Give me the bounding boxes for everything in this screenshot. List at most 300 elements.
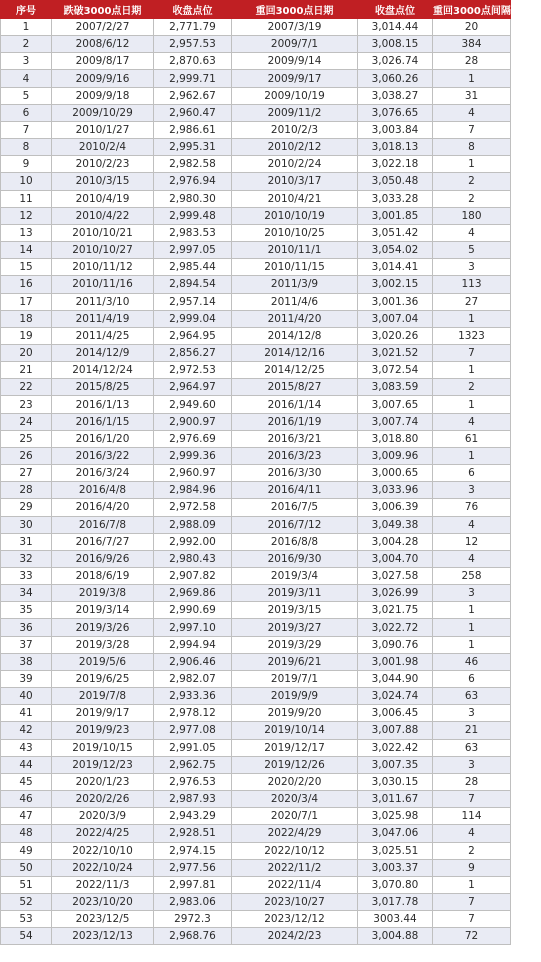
table-row <box>1 224 511 241</box>
table-row <box>1 482 511 499</box>
cell-index: 3 <box>1 53 52 70</box>
cell-interval-days: 2 <box>433 842 511 859</box>
cell-break-close: 2,928.51 <box>154 825 232 842</box>
cell-break-date: 2022/10/24 <box>52 859 154 876</box>
table-row <box>1 876 511 893</box>
table-row <box>1 688 511 705</box>
cell-return-close: 3,083.59 <box>358 379 433 396</box>
table-row <box>1 808 511 825</box>
table-row <box>1 293 511 310</box>
cell-return-close: 3,014.44 <box>358 19 433 36</box>
cell-return-date: 2010/10/25 <box>232 224 358 241</box>
cell-return-date: 2009/10/19 <box>232 87 358 104</box>
cell-return-close: 3,006.39 <box>358 499 433 516</box>
cell-break-date: 2016/1/20 <box>52 430 154 447</box>
cell-index: 44 <box>1 756 52 773</box>
cell-interval-days: 7 <box>433 121 511 138</box>
cell-return-date: 2014/12/8 <box>232 327 358 344</box>
cell-interval-days: 7 <box>433 911 511 928</box>
cell-interval-days: 7 <box>433 344 511 361</box>
cell-index: 13 <box>1 224 52 241</box>
cell-return-date: 2022/11/4 <box>232 876 358 893</box>
cell-index: 11 <box>1 190 52 207</box>
cell-return-date: 2016/3/21 <box>232 430 358 447</box>
cell-return-date: 2022/10/12 <box>232 842 358 859</box>
cell-break-date: 2010/11/12 <box>52 259 154 276</box>
cell-interval-days: 31 <box>433 87 511 104</box>
cell-interval-days: 72 <box>433 928 511 945</box>
cell-interval-days: 28 <box>433 53 511 70</box>
cell-return-close: 3,008.15 <box>358 36 433 53</box>
cell-break-date: 2014/12/9 <box>52 344 154 361</box>
cell-index: 21 <box>1 362 52 379</box>
cell-return-date: 2019/3/27 <box>232 619 358 636</box>
cell-interval-days: 7 <box>433 893 511 910</box>
cell-interval-days: 4 <box>433 224 511 241</box>
cell-return-date: 2009/9/14 <box>232 53 358 70</box>
cell-break-close: 2,990.69 <box>154 602 232 619</box>
cell-return-date: 2022/11/2 <box>232 859 358 876</box>
cell-index: 52 <box>1 893 52 910</box>
cell-return-close: 3,051.42 <box>358 224 433 241</box>
cell-index: 28 <box>1 482 52 499</box>
cell-return-date: 2010/2/12 <box>232 139 358 156</box>
cell-index: 23 <box>1 396 52 413</box>
cell-break-close: 2,982.07 <box>154 670 232 687</box>
cell-interval-days: 27 <box>433 293 511 310</box>
cell-return-close: 3,020.26 <box>358 327 433 344</box>
cell-return-date: 2020/7/1 <box>232 808 358 825</box>
cell-return-close: 3,014.41 <box>358 259 433 276</box>
cell-return-date: 2024/2/23 <box>232 928 358 945</box>
cell-break-close: 2,964.97 <box>154 379 232 396</box>
cell-break-close: 2,976.94 <box>154 173 232 190</box>
cell-interval-days: 7 <box>433 791 511 808</box>
cell-return-date: 2010/10/19 <box>232 207 358 224</box>
cell-return-date: 2016/7/12 <box>232 516 358 533</box>
cell-break-date: 2019/9/23 <box>52 722 154 739</box>
cell-return-close: 3,001.98 <box>358 653 433 670</box>
cell-interval-days: 2 <box>433 173 511 190</box>
table-row <box>1 70 511 87</box>
cell-break-close: 2,999.71 <box>154 70 232 87</box>
table-row <box>1 533 511 550</box>
cell-index: 32 <box>1 550 52 567</box>
cell-break-close: 2,997.81 <box>154 876 232 893</box>
cell-return-date: 2007/3/19 <box>232 19 358 36</box>
cell-return-date: 2019/7/1 <box>232 670 358 687</box>
cell-break-date: 2023/12/5 <box>52 911 154 928</box>
table-row <box>1 430 511 447</box>
cell-interval-days: 4 <box>433 413 511 430</box>
cell-return-close: 3,017.78 <box>358 893 433 910</box>
cell-break-close: 2,999.36 <box>154 447 232 464</box>
cell-return-close: 3,003.84 <box>358 121 433 138</box>
cell-return-close: 3,006.45 <box>358 705 433 722</box>
cell-return-close: 3,000.65 <box>358 465 433 482</box>
table-row <box>1 104 511 121</box>
cell-break-close: 2,995.31 <box>154 139 232 156</box>
cell-break-close: 2,977.56 <box>154 859 232 876</box>
table-row <box>1 739 511 756</box>
cell-return-date: 2010/2/3 <box>232 121 358 138</box>
cell-interval-days: 4 <box>433 550 511 567</box>
table-row <box>1 568 511 585</box>
cell-interval-days: 12 <box>433 533 511 550</box>
cell-return-close: 3,050.48 <box>358 173 433 190</box>
cell-index: 10 <box>1 173 52 190</box>
cell-index: 33 <box>1 568 52 585</box>
cell-return-close: 3,026.74 <box>358 53 433 70</box>
cell-interval-days: 3 <box>433 482 511 499</box>
cell-break-date: 2009/9/18 <box>52 87 154 104</box>
table-row <box>1 310 511 327</box>
cell-index: 6 <box>1 104 52 121</box>
cell-return-date: 2010/11/1 <box>232 242 358 259</box>
cell-break-date: 2016/9/26 <box>52 550 154 567</box>
table-row <box>1 585 511 602</box>
cell-break-close: 2,900.97 <box>154 413 232 430</box>
cell-return-close: 3,021.75 <box>358 602 433 619</box>
cell-interval-days: 1 <box>433 876 511 893</box>
cell-return-close: 3,001.85 <box>358 207 433 224</box>
cell-return-date: 2019/9/9 <box>232 688 358 705</box>
table-row <box>1 207 511 224</box>
table-body <box>1 19 511 945</box>
table-row <box>1 156 511 173</box>
cell-break-close: 2,976.69 <box>154 430 232 447</box>
header-break-close: 收盘点位 <box>154 1 232 19</box>
cell-index: 19 <box>1 327 52 344</box>
cell-return-date: 2010/2/24 <box>232 156 358 173</box>
cell-interval-days: 6 <box>433 465 511 482</box>
cell-break-close: 2,960.47 <box>154 104 232 121</box>
cell-index: 49 <box>1 842 52 859</box>
cell-return-date: 2011/3/9 <box>232 276 358 293</box>
cell-break-date: 2009/9/16 <box>52 70 154 87</box>
cell-return-date: 2019/3/11 <box>232 585 358 602</box>
cell-interval-days: 28 <box>433 773 511 790</box>
cell-return-close: 3,004.88 <box>358 928 433 945</box>
table-row <box>1 550 511 567</box>
cell-break-date: 2010/10/21 <box>52 224 154 241</box>
cell-return-date: 2019/9/20 <box>232 705 358 722</box>
cell-break-date: 2010/10/27 <box>52 242 154 259</box>
cell-index: 22 <box>1 379 52 396</box>
cell-break-date: 2019/6/25 <box>52 670 154 687</box>
cell-index: 47 <box>1 808 52 825</box>
table-row <box>1 87 511 104</box>
cell-break-date: 2016/4/20 <box>52 499 154 516</box>
cell-interval-days: 3 <box>433 705 511 722</box>
cell-return-close: 3,049.38 <box>358 516 433 533</box>
header-row <box>1 1 511 19</box>
cell-index: 16 <box>1 276 52 293</box>
cell-return-close: 3,018.80 <box>358 430 433 447</box>
cell-interval-days: 8 <box>433 139 511 156</box>
cell-interval-days: 63 <box>433 688 511 705</box>
cell-return-close: 3,018.13 <box>358 139 433 156</box>
cell-break-close: 2,771.79 <box>154 19 232 36</box>
cell-interval-days: 114 <box>433 808 511 825</box>
cell-interval-days: 1 <box>433 362 511 379</box>
cell-interval-days: 180 <box>433 207 511 224</box>
cell-break-close: 2,906.46 <box>154 653 232 670</box>
cell-interval-days: 5 <box>433 242 511 259</box>
cell-return-date: 2023/12/12 <box>232 911 358 928</box>
cell-return-date: 2015/8/27 <box>232 379 358 396</box>
cell-break-date: 2010/11/16 <box>52 276 154 293</box>
table-row <box>1 344 511 361</box>
cell-interval-days: 1 <box>433 310 511 327</box>
table-row <box>1 619 511 636</box>
cell-break-date: 2011/4/19 <box>52 310 154 327</box>
cell-return-date: 2011/4/20 <box>232 310 358 327</box>
header-index: 序号 <box>1 1 52 19</box>
header-interval-days: 重回3000点间隔（天） <box>433 1 511 19</box>
cell-break-close: 2,972.58 <box>154 499 232 516</box>
cell-break-date: 2019/10/15 <box>52 739 154 756</box>
cell-index: 12 <box>1 207 52 224</box>
cell-break-date: 2022/10/10 <box>52 842 154 859</box>
cell-interval-days: 4 <box>433 104 511 121</box>
cell-break-date: 2019/7/8 <box>52 688 154 705</box>
cell-break-date: 2008/6/12 <box>52 36 154 53</box>
cell-break-date: 2020/2/26 <box>52 791 154 808</box>
cell-break-close: 2,962.75 <box>154 756 232 773</box>
cell-interval-days: 1 <box>433 70 511 87</box>
table-row <box>1 396 511 413</box>
table-row <box>1 447 511 464</box>
cell-break-date: 2020/3/9 <box>52 808 154 825</box>
cell-return-close: 3,022.72 <box>358 619 433 636</box>
cell-return-close: 3,022.42 <box>358 739 433 756</box>
cell-break-close: 2,907.82 <box>154 568 232 585</box>
cell-index: 17 <box>1 293 52 310</box>
cell-break-close: 2,991.05 <box>154 739 232 756</box>
cell-index: 45 <box>1 773 52 790</box>
cell-return-date: 2022/4/29 <box>232 825 358 842</box>
cell-return-close: 3,072.54 <box>358 362 433 379</box>
cell-return-close: 3,009.96 <box>358 447 433 464</box>
cell-break-date: 2016/3/24 <box>52 465 154 482</box>
table-row <box>1 756 511 773</box>
cell-break-close: 2,856.27 <box>154 344 232 361</box>
cell-return-date: 2016/4/11 <box>232 482 358 499</box>
cell-return-close: 3,002.15 <box>358 276 433 293</box>
cell-break-close: 2,999.48 <box>154 207 232 224</box>
table-row <box>1 499 511 516</box>
cell-return-date: 2019/6/21 <box>232 653 358 670</box>
cell-interval-days: 20 <box>433 19 511 36</box>
cell-return-close: 3,007.74 <box>358 413 433 430</box>
cell-index: 15 <box>1 259 52 276</box>
table-row <box>1 53 511 70</box>
cell-break-date: 2011/3/10 <box>52 293 154 310</box>
table-row <box>1 36 511 53</box>
cell-break-close: 2,980.43 <box>154 550 232 567</box>
cell-break-close: 2,894.54 <box>154 276 232 293</box>
cell-index: 38 <box>1 653 52 670</box>
cell-interval-days: 4 <box>433 516 511 533</box>
cell-break-date: 2010/3/15 <box>52 173 154 190</box>
cell-return-date: 2016/3/23 <box>232 447 358 464</box>
table-row <box>1 259 511 276</box>
table-row <box>1 670 511 687</box>
cell-return-date: 2009/7/1 <box>232 36 358 53</box>
cell-return-close: 3,004.70 <box>358 550 433 567</box>
cell-return-date: 2016/3/30 <box>232 465 358 482</box>
cell-return-close: 3,030.15 <box>358 773 433 790</box>
cell-index: 54 <box>1 928 52 945</box>
cell-return-close: 3,047.06 <box>358 825 433 842</box>
cell-interval-days: 3 <box>433 756 511 773</box>
cell-index: 26 <box>1 447 52 464</box>
table-row <box>1 653 511 670</box>
cell-return-date: 2019/10/14 <box>232 722 358 739</box>
cell-return-date: 2016/8/8 <box>232 533 358 550</box>
cell-break-close: 2,986.61 <box>154 121 232 138</box>
cell-break-close: 2,960.97 <box>154 465 232 482</box>
cell-break-date: 2016/1/15 <box>52 413 154 430</box>
cell-break-close: 2,972.53 <box>154 362 232 379</box>
table-row <box>1 893 511 910</box>
cell-return-date: 2019/3/15 <box>232 602 358 619</box>
cell-return-close: 3,076.65 <box>358 104 433 121</box>
cell-interval-days: 61 <box>433 430 511 447</box>
cell-break-close: 2,983.06 <box>154 893 232 910</box>
cell-return-close: 3,044.90 <box>358 670 433 687</box>
cell-interval-days: 258 <box>433 568 511 585</box>
cell-index: 53 <box>1 911 52 928</box>
cell-break-close: 2972.3 <box>154 911 232 928</box>
cell-return-date: 2016/1/14 <box>232 396 358 413</box>
cell-index: 4 <box>1 70 52 87</box>
table-row <box>1 19 511 36</box>
header-return-date: 重回3000点日期 <box>232 1 358 19</box>
cell-index: 35 <box>1 602 52 619</box>
table-row <box>1 173 511 190</box>
cell-index: 7 <box>1 121 52 138</box>
cell-index: 27 <box>1 465 52 482</box>
cell-break-close: 2,968.76 <box>154 928 232 945</box>
cell-return-close: 3,054.02 <box>358 242 433 259</box>
table-row <box>1 928 511 945</box>
cell-index: 51 <box>1 876 52 893</box>
cell-break-date: 2019/3/8 <box>52 585 154 602</box>
cell-break-close: 2,988.09 <box>154 516 232 533</box>
table-row <box>1 413 511 430</box>
cell-break-date: 2019/9/17 <box>52 705 154 722</box>
table-row <box>1 722 511 739</box>
cell-break-date: 2010/4/19 <box>52 190 154 207</box>
cell-return-date: 2009/11/2 <box>232 104 358 121</box>
cell-break-date: 2022/4/25 <box>52 825 154 842</box>
cell-index: 40 <box>1 688 52 705</box>
table-row <box>1 516 511 533</box>
cell-break-date: 2020/1/23 <box>52 773 154 790</box>
cell-index: 8 <box>1 139 52 156</box>
cell-break-date: 2023/12/13 <box>52 928 154 945</box>
cell-break-close: 2,957.53 <box>154 36 232 53</box>
cell-break-date: 2007/2/27 <box>52 19 154 36</box>
cell-interval-days: 3 <box>433 585 511 602</box>
cell-return-close: 3,060.26 <box>358 70 433 87</box>
cell-return-date: 2019/3/29 <box>232 636 358 653</box>
cell-break-close: 2,933.36 <box>154 688 232 705</box>
table-row <box>1 139 511 156</box>
cell-break-date: 2014/12/24 <box>52 362 154 379</box>
table-header <box>1 1 541 19</box>
cell-index: 1 <box>1 19 52 36</box>
table-row <box>1 465 511 482</box>
cell-interval-days: 9 <box>433 859 511 876</box>
cell-interval-days: 4 <box>433 825 511 842</box>
cell-break-close: 2,997.05 <box>154 242 232 259</box>
cell-break-close: 2,987.93 <box>154 791 232 808</box>
cell-return-close: 3,004.28 <box>358 533 433 550</box>
cell-index: 30 <box>1 516 52 533</box>
cell-break-date: 2016/7/27 <box>52 533 154 550</box>
cell-return-close: 3,038.27 <box>358 87 433 104</box>
cell-break-close: 2,964.95 <box>154 327 232 344</box>
cell-break-close: 2,974.15 <box>154 842 232 859</box>
table-row <box>1 859 511 876</box>
table-row <box>1 190 511 207</box>
cell-break-close: 2,982.58 <box>154 156 232 173</box>
cell-break-date: 2010/4/22 <box>52 207 154 224</box>
cell-interval-days: 3 <box>433 259 511 276</box>
cell-return-close: 3,007.65 <box>358 396 433 413</box>
cell-break-close: 2,994.94 <box>154 636 232 653</box>
cell-break-date: 2011/4/25 <box>52 327 154 344</box>
table-row <box>1 705 511 722</box>
cell-return-close: 3,033.96 <box>358 482 433 499</box>
cell-index: 5 <box>1 87 52 104</box>
cell-return-close: 3003.44 <box>358 911 433 928</box>
cell-break-close: 2,962.67 <box>154 87 232 104</box>
cell-return-date: 2016/7/5 <box>232 499 358 516</box>
cell-return-date: 2020/3/4 <box>232 791 358 808</box>
cell-return-date: 2010/3/17 <box>232 173 358 190</box>
table-row <box>1 773 511 790</box>
cell-index: 41 <box>1 705 52 722</box>
cell-return-date: 2009/9/17 <box>232 70 358 87</box>
cell-interval-days: 1 <box>433 447 511 464</box>
cell-break-date: 2019/3/14 <box>52 602 154 619</box>
cell-break-date: 2019/5/6 <box>52 653 154 670</box>
cell-break-date: 2009/10/29 <box>52 104 154 121</box>
cell-index: 46 <box>1 791 52 808</box>
cell-break-close: 2,957.14 <box>154 293 232 310</box>
cell-break-date: 2018/6/19 <box>52 568 154 585</box>
cell-interval-days: 1323 <box>433 327 511 344</box>
cell-break-close: 2,943.29 <box>154 808 232 825</box>
cell-index: 14 <box>1 242 52 259</box>
cell-interval-days: 1 <box>433 602 511 619</box>
cell-break-date: 2016/4/8 <box>52 482 154 499</box>
cell-break-close: 2,980.30 <box>154 190 232 207</box>
cell-index: 18 <box>1 310 52 327</box>
cell-break-date: 2010/2/23 <box>52 156 154 173</box>
table-row <box>1 379 511 396</box>
cell-index: 37 <box>1 636 52 653</box>
cell-break-close: 2,999.04 <box>154 310 232 327</box>
cell-break-date: 2023/10/20 <box>52 893 154 910</box>
cell-break-date: 2016/7/8 <box>52 516 154 533</box>
table-row <box>1 825 511 842</box>
cell-return-close: 3,007.88 <box>358 722 433 739</box>
